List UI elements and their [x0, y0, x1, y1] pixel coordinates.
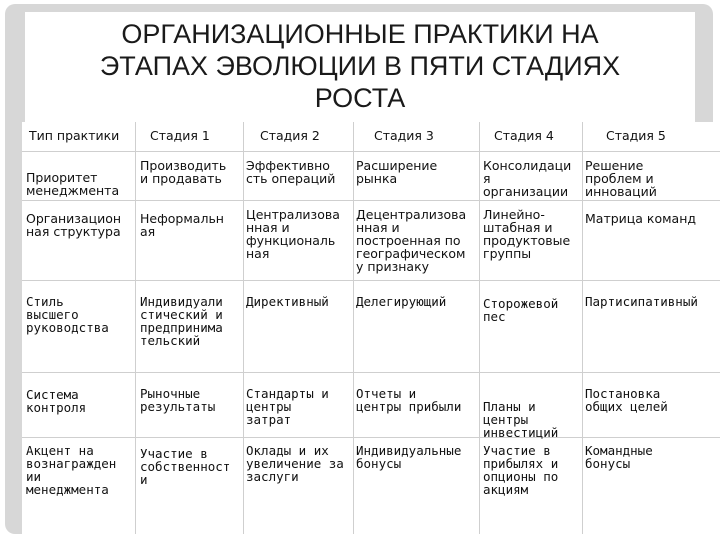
- cell-reward-emphasis-stage-3: [356, 444, 480, 470]
- cell-line: ная: [246, 246, 270, 261]
- cell-line: я: [483, 171, 491, 186]
- cell-line: Неформальн: [140, 211, 224, 226]
- title-line: РОСТА: [314, 83, 406, 113]
- cell-control-system-stage-3: [356, 387, 480, 413]
- cell-leadership-style-stage-3: [356, 295, 480, 308]
- cell-leadership-style-practice-type: [26, 295, 138, 334]
- cell-line: сть операций: [246, 171, 336, 186]
- cell-line: группы: [483, 246, 532, 261]
- cell-line: инноваций: [585, 184, 657, 199]
- cell-management-priority-stage-1: [140, 159, 245, 185]
- cell-line: акциям: [483, 482, 529, 497]
- cell-line: Индивидуали: [140, 294, 223, 309]
- cell-line: Постановка: [585, 386, 661, 401]
- cell-line: Стандарты и: [246, 386, 329, 401]
- cell-line: географическом: [356, 246, 466, 261]
- cell-line: Делегирующий: [356, 294, 447, 309]
- header-stage-2: Стадия 2: [260, 128, 320, 143]
- cell-control-system-stage-5: [585, 387, 720, 413]
- cell-line: руководства: [26, 320, 109, 335]
- cell-line: штабная и: [483, 220, 553, 235]
- cell-line: заслуги: [246, 469, 299, 484]
- cell-line: центры прибыли: [356, 399, 462, 414]
- row-divider: [22, 280, 720, 281]
- cell-management-priority-stage-5: [585, 159, 720, 198]
- cell-line: Планы и: [483, 399, 536, 414]
- cell-line: высшего: [26, 307, 79, 322]
- cell-line: Акцент на: [26, 443, 94, 458]
- cell-line: Решение: [585, 158, 644, 173]
- cell-line: центры: [246, 399, 292, 414]
- row-divider: [22, 437, 720, 438]
- cell-line: общих целей: [585, 399, 668, 414]
- row-divider: [22, 372, 720, 373]
- row-divider: [22, 200, 720, 201]
- cell-line: тельский: [140, 333, 201, 348]
- cell-control-system-practice-type: [26, 388, 138, 414]
- cell-line: продуктовые: [483, 233, 571, 248]
- cell-line: вознагражден: [26, 456, 117, 471]
- cell-line: центры: [483, 412, 529, 427]
- header-stage-3: Стадия 3: [374, 128, 434, 143]
- cell-reward-emphasis-practice-type: [26, 444, 138, 496]
- title-line: ЭТАПАХ ЭВОЛЮЦИИ В ПЯТИ СТАДИЯХ: [99, 51, 621, 81]
- cell-line: собственност: [140, 459, 231, 474]
- cell-reward-emphasis-stage-5: [585, 444, 720, 470]
- cell-line: Оклады и их: [246, 443, 329, 458]
- header-practice-type: Тип практики: [29, 128, 120, 143]
- cell-line: Директивный: [246, 294, 329, 309]
- cell-line: менеджмента: [26, 183, 120, 198]
- cell-line: менеджмента: [26, 482, 109, 497]
- cell-line: предпринима: [140, 320, 223, 335]
- cell-line: проблем и: [585, 171, 654, 186]
- cell-control-system-stage-1: [140, 387, 245, 413]
- cell-line: рынка: [356, 171, 398, 186]
- cell-line: Консолидаци: [483, 158, 572, 173]
- cell-reward-emphasis-stage-1: [140, 447, 245, 486]
- row-divider: [22, 151, 720, 152]
- cell-line: Отчеты и: [356, 386, 417, 401]
- cell-line: Индивидуальные: [356, 443, 462, 458]
- cell-line: опционы по: [483, 469, 559, 484]
- cell-line: Участие в: [483, 443, 551, 458]
- cell-line: Стиль: [26, 294, 64, 309]
- cell-line: бонусы: [356, 456, 402, 471]
- cell-line: нная и: [356, 220, 400, 235]
- cell-line: Участие в: [140, 446, 208, 461]
- cell-line: затрат: [246, 412, 292, 427]
- cell-line: ии: [26, 469, 42, 484]
- cell-line: стический и: [140, 307, 223, 322]
- cell-line: и продавать: [140, 171, 222, 186]
- cell-line: и: [140, 472, 148, 487]
- cell-line: Матрица команд: [585, 211, 697, 226]
- header-stage-5: Стадия 5: [606, 128, 666, 143]
- cell-line: ная структура: [26, 224, 121, 239]
- cell-line: Централизова: [246, 207, 340, 222]
- cell-reward-emphasis-stage-4: [483, 444, 584, 496]
- cell-org-structure-practice-type: [26, 212, 138, 238]
- cell-org-structure-stage-5: [585, 212, 720, 225]
- cell-line: Производить: [140, 158, 227, 173]
- cell-line: Организацион: [26, 211, 122, 226]
- cell-reward-emphasis-stage-2: [246, 444, 354, 483]
- cell-line: Рыночные: [140, 386, 201, 401]
- cell-leadership-style-stage-2: [246, 295, 354, 308]
- cell-line: результаты: [140, 399, 216, 414]
- cell-line: Линейно-: [483, 207, 545, 222]
- cell-org-structure-stage-1: [140, 212, 245, 238]
- cell-line: нная и: [246, 220, 290, 235]
- cell-management-priority-practice-type: [26, 171, 138, 197]
- cell-line: Приоритет: [26, 170, 98, 185]
- cell-line: Децентрализова: [356, 207, 467, 222]
- cell-line: Командные: [585, 443, 653, 458]
- cell-line: прибылях и: [483, 456, 559, 471]
- cell-line: контроля: [26, 400, 87, 415]
- cell-org-structure-stage-2: [246, 208, 354, 260]
- cell-line: Система: [26, 387, 79, 402]
- cell-leadership-style-stage-1: [140, 295, 245, 347]
- cell-management-priority-stage-2: [246, 159, 354, 185]
- cell-line: построенная по: [356, 233, 461, 248]
- cell-line: организации: [483, 184, 569, 199]
- cell-line: у признаку: [356, 259, 430, 274]
- cell-line: увеличение за: [246, 456, 344, 471]
- cell-control-system-stage-2: [246, 387, 354, 426]
- cell-control-system-stage-4: [483, 400, 584, 439]
- cell-org-structure-stage-3: [356, 208, 480, 273]
- cell-management-priority-stage-3: [356, 159, 480, 185]
- title-line: ОРГАНИЗАЦИОННЫЕ ПРАКТИКИ НА: [121, 19, 599, 49]
- header-stage-4: Стадия 4: [494, 128, 554, 143]
- slide-title: [60, 18, 660, 114]
- cell-line: Сторожевой: [483, 296, 559, 311]
- cell-line: Расширение: [356, 158, 438, 173]
- cell-line: ая: [140, 224, 156, 239]
- practices-table: [22, 122, 720, 534]
- header-stage-1: Стадия 1: [150, 128, 210, 143]
- cell-leadership-style-stage-5: [585, 295, 720, 308]
- cell-line: Партисипативный: [585, 294, 698, 309]
- cell-org-structure-stage-4: [483, 208, 584, 260]
- cell-line: функциональ: [246, 233, 336, 248]
- cell-line: Эффективно: [246, 158, 330, 173]
- cell-management-priority-stage-4: [483, 159, 584, 198]
- cell-line: бонусы: [585, 456, 631, 471]
- cell-leadership-style-stage-4: [483, 297, 584, 323]
- cell-line: инвестиций: [483, 425, 559, 440]
- cell-line: пес: [483, 309, 506, 324]
